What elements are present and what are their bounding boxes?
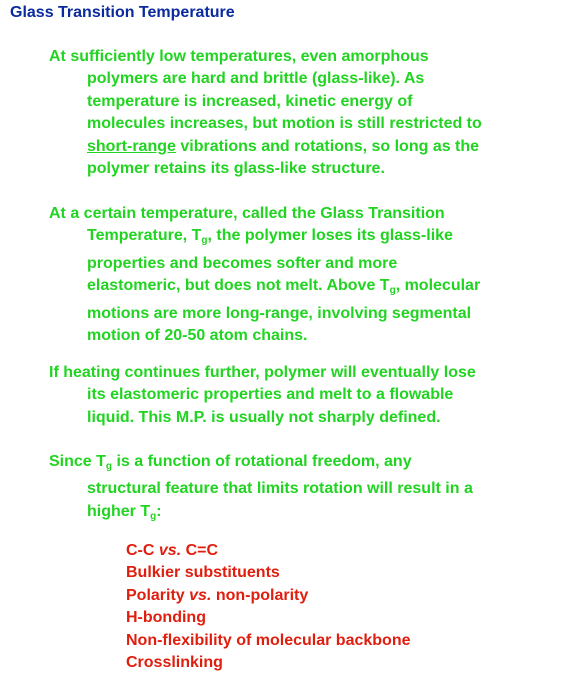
- list-item-italic: vs.: [189, 586, 212, 604]
- paragraph-text: higher T: [87, 502, 151, 520]
- paragraph-line: motions are more long-range, involving segmental: [87, 304, 472, 322]
- paragraph-line: temperature is increased, kinetic energy of: [87, 92, 413, 110]
- paragraph-glass-transition: [49, 203, 564, 347]
- subscript: g: [150, 510, 157, 522]
- paragraph-line: structural feature that limits rotation will result in a: [87, 480, 473, 498]
- paragraph-line: [49, 275, 564, 302]
- paragraph-line: [49, 136, 564, 158]
- list-item-text: C=C: [181, 542, 219, 559]
- paragraph-line: [49, 501, 564, 528]
- list-item-italic: vs.: [158, 542, 182, 559]
- paragraph-line: molecules increases, but motion is still restricted to: [87, 115, 482, 133]
- list-item: Non-flexibility of molecular backbone: [126, 631, 411, 649]
- paragraph-text: Temperature, T: [87, 227, 202, 245]
- paragraph-line: At a certain temperature, called the Glass Transition: [49, 205, 445, 222]
- paragraph-line: If heating continues further, polymer will eventually lose: [49, 364, 476, 381]
- paragraph-line: properties and becomes softer and more: [87, 254, 398, 272]
- paragraph-text: vibrations and rotations, so long as the: [175, 137, 480, 155]
- list-item-text: C-C: [126, 542, 159, 559]
- subscript: g: [105, 461, 113, 472]
- list-item-text: Polarity: [126, 586, 190, 604]
- paragraph-line: motion of 20-50 atom chains.: [87, 327, 308, 345]
- paragraph-line: [49, 451, 564, 478]
- paragraph-text: elastomeric, but does not melt. Above T: [87, 277, 390, 295]
- list-item: Bulkier substituents: [126, 564, 280, 582]
- paragraph-line: polymer retains its glass-like structure.: [87, 160, 385, 178]
- paragraph-text: Since T: [49, 453, 106, 470]
- paragraph-text: , molecular: [395, 277, 481, 295]
- list-item: H-bonding: [126, 609, 206, 627]
- paragraph-low-temperature: [49, 46, 564, 180]
- paragraph-line: its elastomeric properties and melt to a flowable: [87, 386, 454, 404]
- subscript: g: [201, 235, 208, 247]
- list-item: [126, 540, 411, 562]
- factor-list: [126, 540, 411, 674]
- paragraph-text: is a function of rotational freedom, any: [112, 453, 412, 470]
- subscript: g: [389, 285, 396, 297]
- paragraph-line: liquid. This M.P. is usually not sharply defined.: [87, 408, 441, 426]
- paragraph-line: [49, 225, 564, 252]
- underlined-term: short-range: [87, 137, 176, 155]
- paragraph-heating: [49, 362, 564, 429]
- paragraph-line: polymers are hard and brittle (glass-like). As: [87, 70, 425, 88]
- list-item-text: non-polarity: [211, 586, 309, 604]
- list-item: [126, 585, 411, 607]
- paragraph-line: At sufficiently low temperatures, even amorphous: [49, 48, 429, 65]
- paragraph-text: , the polymer loses its glass-like: [207, 227, 453, 245]
- list-item: Crosslinking: [126, 654, 223, 672]
- paragraph-text: :: [156, 502, 162, 520]
- page-title: Glass Transition Temperature: [10, 4, 235, 21]
- paragraph-rotational-freedom: [49, 451, 564, 528]
